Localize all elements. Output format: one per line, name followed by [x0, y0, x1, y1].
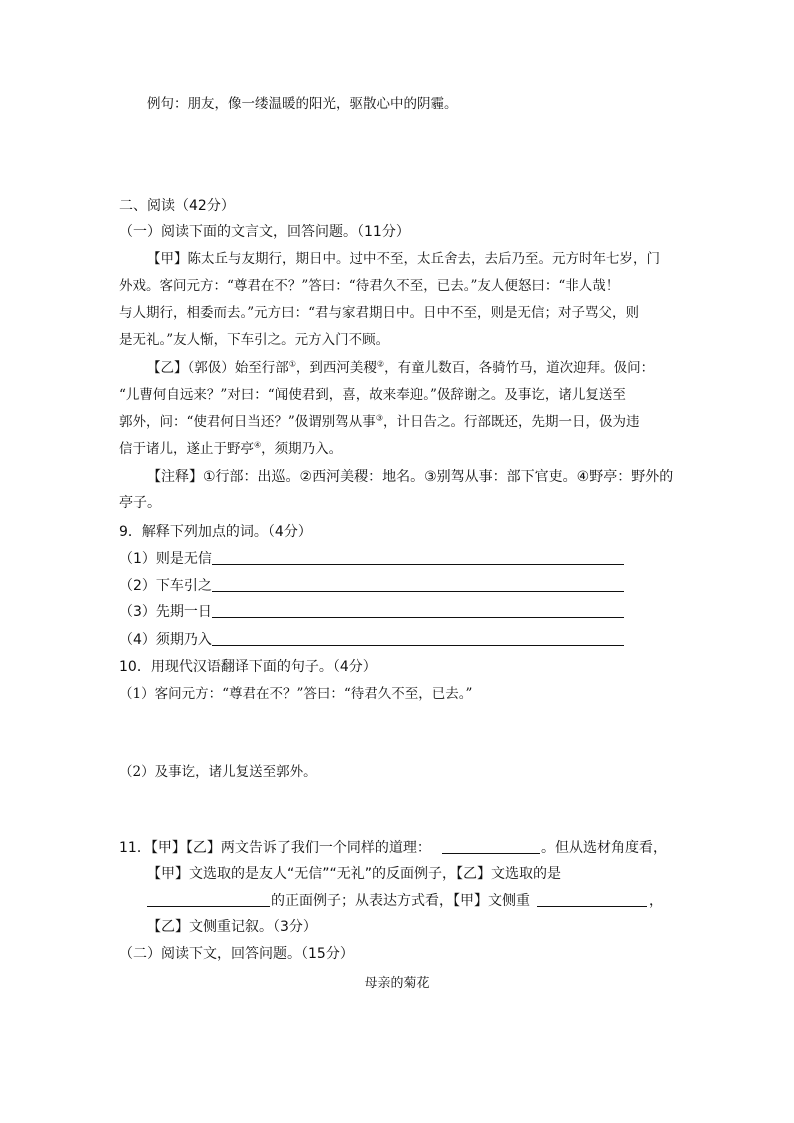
passage-jia-line: 是无礼。”友人惭，下车引之。元方入门不顾。: [119, 332, 390, 348]
part1-heading: （一）阅读下面的文言文，回答问题。（11分）: [119, 224, 410, 240]
annotation-line: 亭子。: [119, 495, 161, 511]
text: 【乙】（郭伋）始至行部: [147, 360, 289, 376]
question-11-line: 11．【甲】【乙】两文告诉了我们一个同样的道理：: [119, 840, 431, 856]
answer-line[interactable]: [147, 891, 270, 907]
question-11-line: 【甲】文选取的是友人“无信”“无礼”的反面例子，【乙】文选取的是: [147, 866, 562, 882]
question-11-line: 的正面例子；从表达方式看，【甲】文侧重: [271, 893, 530, 909]
text: ，计日告之。行部既还，先期一日，伋为违: [382, 414, 640, 430]
answer-line[interactable]: [442, 838, 540, 854]
item-label: （3）先期一日: [119, 604, 212, 620]
passage-yi-line: [147, 358, 654, 378]
question-9-item: [119, 549, 212, 569]
text: ，到西河美稷: [295, 360, 377, 376]
question-11-line: 。但从选材角度看，: [541, 840, 667, 856]
example-sentence: 例句：朋友，像一缕温暖的阳光，驱散心中的阴霾。: [147, 96, 458, 112]
section-heading: 二、阅读（42分）: [119, 198, 235, 214]
item-label: （4）须期乃入: [119, 632, 212, 648]
text: ，须期乃入。: [261, 441, 343, 457]
text: 信于诸儿，遂止于野亭: [119, 441, 254, 457]
answer-line[interactable]: [212, 602, 624, 618]
question-9-item: [119, 630, 212, 650]
passage-jia-line: 【甲】陈太丘与友期行，期日中。过中不至，太丘舍去，去后乃至。元方时年七岁，门: [147, 251, 660, 267]
article-title: 母亲的菊花: [364, 976, 430, 991]
footnote-mark: ②: [376, 359, 385, 369]
text: 郭外，问：“使君何日当还？”伋谓别驾从事: [119, 414, 376, 430]
text: ，有童儿数百，各骑竹马，道次迎拜。伋问：: [384, 360, 655, 376]
answer-line[interactable]: [212, 630, 624, 646]
answer-line[interactable]: [212, 576, 624, 592]
footnote-mark: ①: [288, 359, 296, 369]
footnote-mark: ④: [254, 440, 262, 450]
answer-line[interactable]: [537, 891, 647, 907]
question-9-item: [119, 576, 212, 596]
question-11-line: 【乙】文侧重记叙。（3分）: [147, 919, 317, 935]
passage-jia-line: 外戏。客问元方：“尊君在不？”答曰：“待君久不至，已去。”友人便怒曰：“非人哉！: [119, 278, 620, 294]
footnote-mark: ③: [375, 413, 383, 423]
question-9-heading: 9．解释下列加点的词。（4分）: [119, 524, 312, 540]
item-label: （1）则是无信: [119, 551, 212, 567]
question-9-item: [119, 602, 212, 622]
annotation-line: 【注释】①行部：出巡。②西河美稷：地名。③别驾从事：部下官吏。④野亭：野外的: [147, 469, 674, 485]
question-10-heading: 10．用现代汉语翻译下面的句子。（4分）: [119, 659, 377, 675]
question-10-sentence: （1）客问元方：“尊君在不？”答曰：“待君久不至，已去。”: [119, 686, 473, 702]
passage-yi-line: “儿曹何自远来？”对曰：“闻使君到，喜，故来奉迎。”伋辞谢之。及事讫，诸儿复送至: [119, 387, 626, 403]
passage-jia-line: 与人期行，相委而去。”元方曰：“君与家君期日中。日中不至，则是无信；对子骂父，则: [119, 305, 640, 321]
answer-line[interactable]: [212, 549, 624, 565]
item-label: （2）下车引之: [119, 578, 212, 594]
question-10-sentence: （2）及事讫，诸儿复送至郭外。: [119, 764, 317, 780]
passage-yi-line: [119, 439, 342, 459]
passage-yi-line: [119, 412, 639, 432]
part2-heading: （二）阅读下文，回答问题。（15分）: [119, 946, 354, 962]
question-11-line: ，: [649, 893, 663, 909]
